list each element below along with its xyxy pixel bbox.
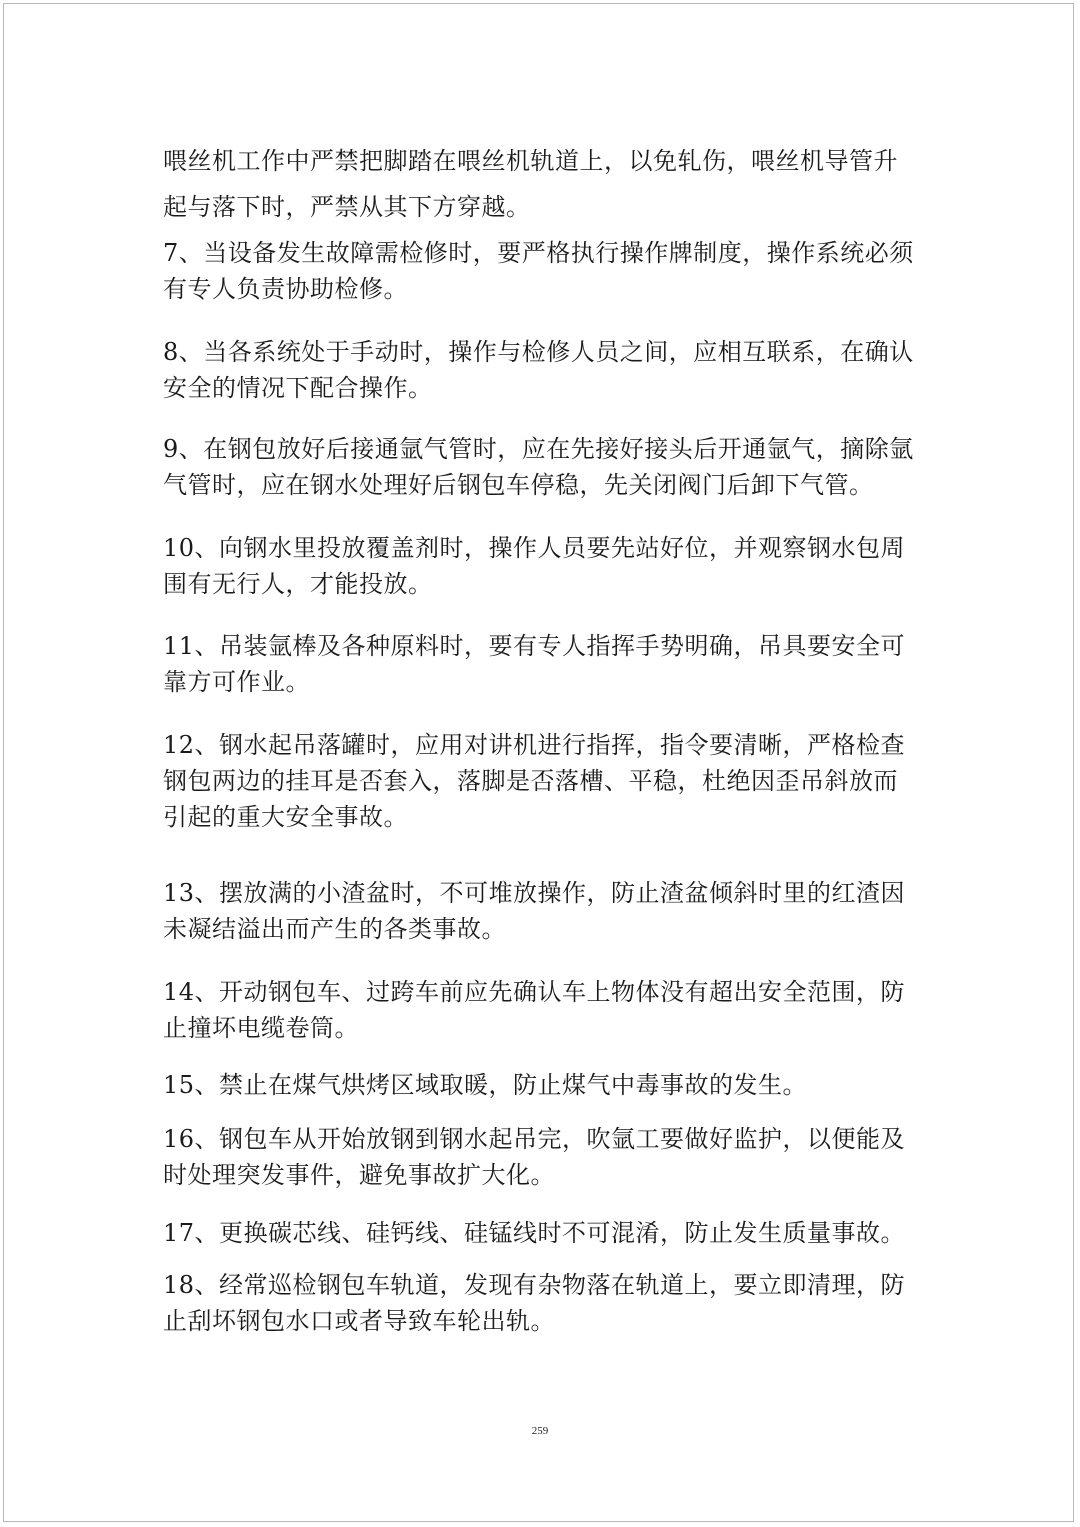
paragraph-item-16: 16、钢包车从开始放钢到钢水起吊完，吹氩工要做好监护，以便能及时处理突发事件，避免事故扩大化。 [163,1125,906,1189]
page-number: 259 [531,1425,549,1437]
paragraph-item-17: 17、更换碳芯线、硅钙线、硅锰线时不可混淆，防止发生质量事故。 [163,1219,906,1247]
paragraph-item-7: 7、当设备发生故障需检修时，要严格执行操作牌制度，操作系统必须有专人负责协助检修。 [163,239,914,303]
paragraph-item-18: 18、经常巡检钢包车轨道，发现有杂物落在轨道上，要立即清理，防止刮坏钢包水口或者导致车轮出轨。 [163,1271,906,1335]
paragraph-item-11: 11、吊装氩棒及各种原料时，要有专人指挥手势明确，吊具要安全可靠方可作业。 [163,632,906,696]
paragraph-item-10: 10、向钢水里投放覆盖剂时，操作人员要先站好位，并观察钢水包周围有无行人，才能投放。 [163,534,906,598]
paragraph-item-15: 15、禁止在煤气烘烤区域取暖，防止煤气中毒事故的发生。 [163,1071,808,1099]
paragraph-item-13: 13、摆放满的小渣盆时，不可堆放操作，防止渣盆倾斜时里的红渣因未凝结溢出而产生的各类事故。 [163,879,906,943]
paragraph-item-8: 8、当各系统处于手动时，操作与检修人员之间，应相互联系，在确认安全的情况下配合操作。 [163,338,914,402]
paragraph-continuation: 喂丝机工作中严禁把脚踏在喂丝机轨道上，以免轧伤，喂丝机导管升起与落下时，严禁从其下方穿越。 [163,147,898,221]
paragraph-item-9: 9、在钢包放好后接通氩气管时，应在先接好接头后开通氩气，摘除氩气管时，应在钢水处理好后钢包车停稳，先关闭阀门后卸下气管。 [163,435,914,499]
paragraph-item-14: 14、开动钢包车、过跨车前应先确认车上物体没有超出安全范围，防止撞坏电缆卷筒。 [163,978,906,1042]
paragraph-item-12: 12、钢水起吊落罐时，应用对讲机进行指挥，指令要清晰，严格检查钢包两边的挂耳是否套入，落脚是否落槽、平稳，杜绝因歪吊斜放而引起的重大安全事故。 [163,731,906,831]
